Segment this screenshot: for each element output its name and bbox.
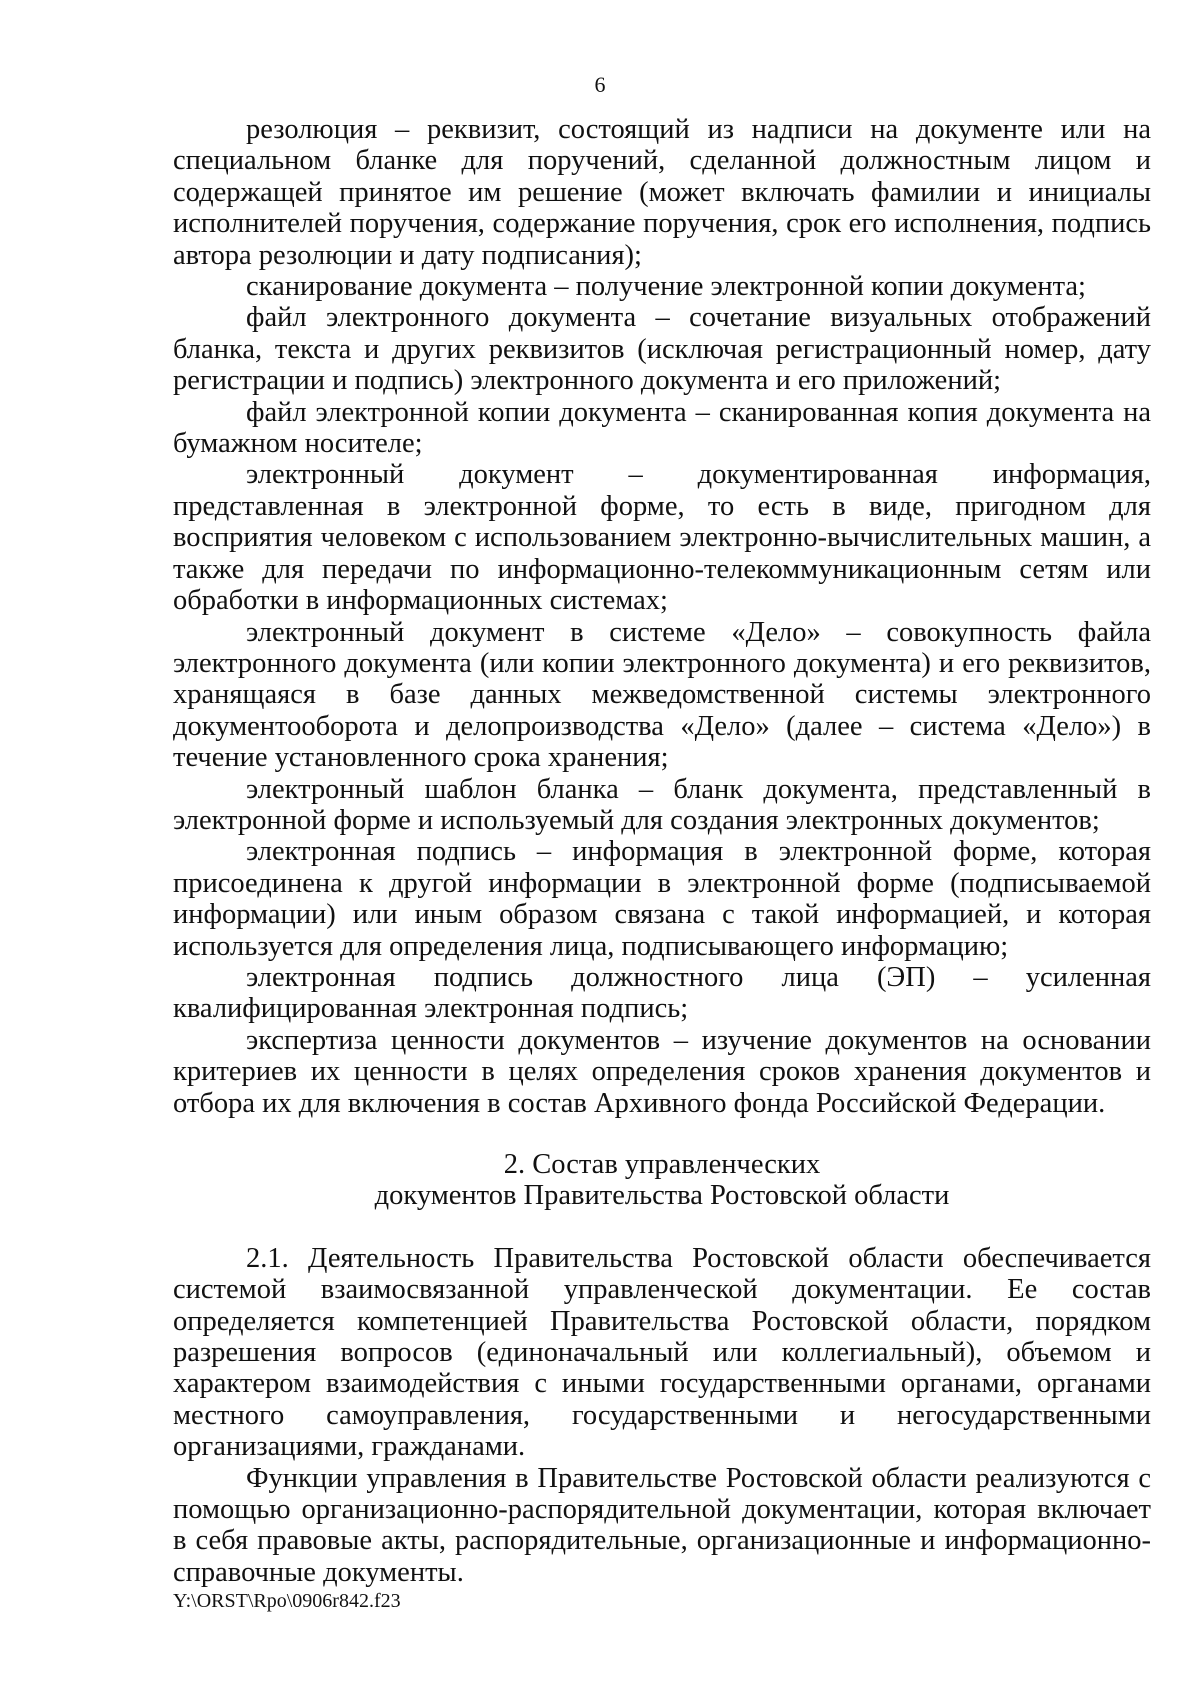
definition-paragraph: электронная подпись должностного лица (ЭП) – усиленная квалифицированная электронная подпись;: [173, 961, 1151, 1025]
definition-paragraph: экспертиза ценности документов – изучение документов на основании критериев их ценности в целях определения сроков хранения документов и отбора их для включения в состав Архивного фонда Российской Федерации.: [173, 1024, 1151, 1119]
definition-paragraph: электронная подпись – информация в электронной форме, которая присоединена к другой информации в электронной форме (подписываемой информации) или иным образом связана с такой информацией, и которая используется для определения лица, подписывающего информацию;: [173, 836, 1151, 962]
section-heading: [173, 1149, 1151, 1212]
section-title-line-1: 2. Состав управленческих: [503, 1149, 821, 1180]
section-paragraph: Функции управления в Правительстве Ростовской области реализуются с помощью организационно-распорядительной документации, которая включает в себя правовые акты, распорядительные, организационные и информационно-справочные документы.: [173, 1462, 1151, 1588]
page-number: 6: [594, 72, 606, 97]
definition-paragraph: электронный шаблон бланка – бланк документа, представленный в электронной форме и используемый для создания электронных документов;: [173, 773, 1151, 836]
definition-paragraph: электронный документ – документированная информация, представленная в электронной форме, то есть в виде, пригодном для восприятия человеком с использованием электронно-вычислительных машин, а также для передачи по информационно-телекоммуникационным сетям или обработки в информационных системах;: [173, 459, 1151, 617]
section-paragraph: 2.1. Деятельность Правительства Ростовской области обеспечивается системой взаимосвязанной управленческой документации. Ее состав определяется компетенцией Правительства Ростовской области, порядком разрешения вопросов (единоначальный или коллегиальный), объемом и характером взаимодействия с иными государственными органами, органами местного самоуправления, государственными и негосударственными организациями, гражданами.: [173, 1242, 1151, 1463]
definition-paragraph: резолюция – реквизит, состоящий из надписи на документе или на специальном бланке для поручений, сделанной должностным лицом и содержащей принятое им решение (может включать фамилии и инициалы исполнителей поручения, содержание поручения, срок его исполнения, подпись автора резолюции и дату подписания);: [173, 114, 1151, 271]
definition-paragraph: сканирование документа – получение электронной копии документа;: [246, 271, 1086, 303]
footer-file-path: Y:\ORST\Rpo\0906r842.f23: [173, 1590, 401, 1612]
definition-paragraph: электронный документ в системе «Дело» – совокупность файла электронного документа (или копии электронного документа) и его реквизитов, хранящаяся в базе данных межведомственной системы электронного документооборота и делопроизводства «Дело» (далее – система «Дело») в течение установленного срока хранения;: [173, 616, 1151, 774]
definition-paragraph: файл электронной копии документа – сканированная копия документа на бумажном носителе;: [173, 396, 1151, 460]
definition-paragraph: файл электронного документа – сочетание визуальных отображений бланка, текста и других реквизитов (исключая регистрационный номер, дату регистрации и подпись) электронного документа и его приложений;: [173, 302, 1151, 397]
document-body: [173, 114, 1151, 1588]
section-title-line-2: документов Правительства Ростовской области: [374, 1180, 950, 1212]
